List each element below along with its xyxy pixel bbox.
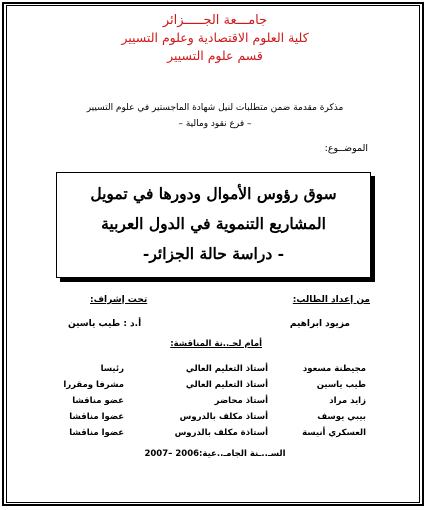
member-name: العسكري أنيسة bbox=[302, 428, 366, 438]
faculty-name: كلية العلوم الاقتصادية وعلوم التسيير bbox=[121, 30, 309, 45]
memo-statement: مذكرة مقدمة ضمن متطلبات لنيل شهادة الماجستير في علوم التسيير bbox=[86, 103, 344, 113]
member-rank: أستاذ التعليم العالي bbox=[185, 380, 268, 390]
committee-row bbox=[0, 396, 430, 408]
member-rank: أستاذة مكلف بالدروس bbox=[174, 428, 268, 438]
member-name: طيب ياسين bbox=[316, 380, 366, 390]
student-name: مزيود ابراهيم bbox=[289, 319, 350, 329]
supervisor-label: تحت إشراف: bbox=[90, 295, 148, 305]
university-name: جامـــعة الجـــــزائر bbox=[162, 13, 268, 28]
member-role: رئيسا bbox=[100, 364, 124, 374]
member-role: عضوا مناقشا bbox=[69, 412, 124, 422]
member-role: عضوا مناقشا bbox=[69, 428, 124, 438]
subject-label: الموضــوع: bbox=[324, 143, 368, 154]
supervisor-name: أ.د : طيب ياسين bbox=[68, 319, 142, 329]
committee-row bbox=[0, 412, 430, 424]
student-label: من إعداد الطالب: bbox=[292, 295, 370, 305]
member-role: عضو مناقشا bbox=[72, 396, 124, 406]
thesis-title-line-2: المشاريع التنموية في الدول العربية bbox=[101, 214, 326, 233]
member-rank: أستاذ التعليم العالي bbox=[185, 364, 268, 374]
member-name: مجيطنة مسعود bbox=[302, 364, 366, 374]
thesis-title-line-3: - دراسة حالة الجزائر- bbox=[142, 244, 285, 263]
committee-row bbox=[0, 428, 430, 440]
member-rank: أستاذ محاضر bbox=[214, 396, 268, 406]
member-rank: أستاذ مكلف بالدروس bbox=[179, 412, 268, 422]
committee-label: أمام لجـ..نة المناقشة: bbox=[170, 339, 262, 349]
thesis-title-line-1: سوق رؤوس الأموال ودورها في تمويل bbox=[90, 184, 337, 203]
academic-year: السـ..ـنة الجامـ..عية:2006 –2007 bbox=[144, 449, 286, 459]
member-name: بيبي يوسف bbox=[317, 412, 366, 422]
committee-row bbox=[0, 364, 430, 376]
committee-row bbox=[0, 380, 430, 392]
member-role: مشرفا ومقررا bbox=[63, 380, 124, 390]
member-name: زايد مراد bbox=[329, 396, 366, 406]
title-box bbox=[56, 172, 371, 278]
memo-branch: – فرع نقود ومالية – bbox=[178, 119, 252, 129]
department-name: قسم علوم التسيير bbox=[167, 48, 263, 63]
